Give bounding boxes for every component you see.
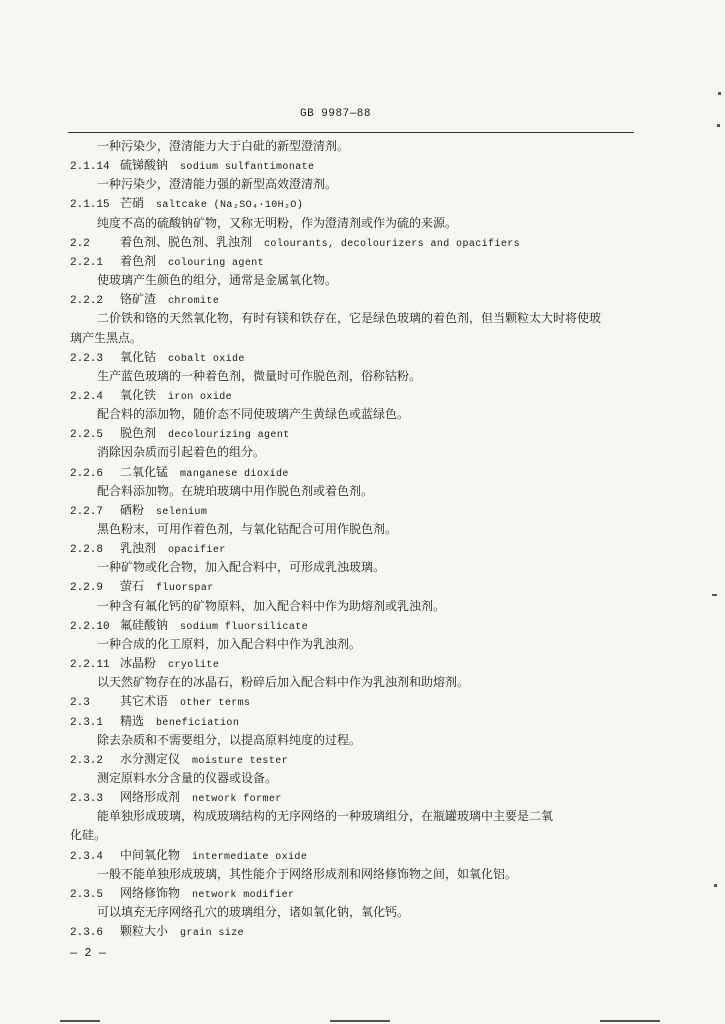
term-heading bbox=[70, 752, 288, 769]
term-definition bbox=[97, 733, 361, 747]
definition-text: 一种矿物或化合物，加入配合料中，可形成乳浊玻璃。 bbox=[97, 560, 386, 575]
standard-code-header: GB 9987—88 bbox=[300, 108, 372, 120]
term-chinese: 二氧化锰 bbox=[120, 464, 169, 479]
term-heading bbox=[70, 618, 308, 635]
definition-continuation bbox=[70, 828, 106, 842]
term-number: 2.2.7 bbox=[70, 505, 104, 518]
term-definition bbox=[97, 407, 409, 421]
term-english: sodium sulfantimonate bbox=[180, 162, 315, 174]
term-english: saltcake (Na₂SO₄·10H₂O) bbox=[156, 200, 304, 212]
term-number: 2.2.1 bbox=[70, 256, 104, 269]
term-number: 2.3.2 bbox=[70, 754, 104, 767]
definition-text: 璃产生黑点。 bbox=[70, 330, 143, 345]
term-english: colourants, decolourizers and opacifiers bbox=[264, 238, 521, 250]
term-definition bbox=[97, 216, 457, 230]
term-definition bbox=[97, 445, 265, 459]
scan-speck bbox=[600, 1020, 660, 1022]
term-english: colouring agent bbox=[168, 257, 265, 269]
scan-speck bbox=[718, 92, 721, 95]
term-number: 2.2 bbox=[70, 237, 90, 250]
term-definition bbox=[97, 177, 337, 191]
definition-text: 化硅。 bbox=[70, 828, 107, 843]
term-chinese: 脱色剂 bbox=[120, 426, 157, 441]
header-rule bbox=[68, 132, 634, 133]
definition-text: 一种污染少，澄清能力强的新型高效澄清剂。 bbox=[97, 177, 338, 192]
term-definition bbox=[97, 560, 385, 574]
term-chinese: 着色剂 bbox=[120, 253, 157, 268]
definition-text: 二价铁和铬的天然氧化物，有时有镁和铁存在，它是绿色玻璃的着色剂，但当颗粒太大时将使玻 bbox=[97, 311, 602, 326]
term-chinese: 网络修饰物 bbox=[120, 885, 181, 900]
term-english: iron oxide bbox=[168, 391, 233, 403]
term-chinese: 颗粒大小 bbox=[120, 924, 169, 939]
term-number: 2.3.5 bbox=[70, 888, 104, 901]
term-definition bbox=[97, 484, 373, 498]
term-chinese: 乳浊剂 bbox=[120, 541, 157, 556]
term-definition bbox=[97, 369, 421, 383]
term-chinese: 中间氧化物 bbox=[120, 847, 181, 862]
term-definition bbox=[97, 637, 361, 651]
term-number: 2.2.6 bbox=[70, 467, 104, 480]
definition-text: 能单独形成玻璃，构成玻璃结构的无序网络的一种玻璃组分，在瓶罐玻璃中主要是二氧 bbox=[97, 809, 554, 824]
term-number: 2.1.15 bbox=[70, 199, 110, 212]
term-heading bbox=[70, 503, 207, 520]
term-english: opacifier bbox=[168, 545, 226, 557]
term-number: 2.1.14 bbox=[70, 161, 110, 174]
term-chinese: 精选 bbox=[120, 713, 145, 728]
scan-speck bbox=[712, 594, 717, 596]
term-definition bbox=[97, 273, 337, 287]
term-chinese: 萤石 bbox=[120, 579, 145, 594]
definition-text: 使玻璃产生颜色的组分，通常是金属氧化物。 bbox=[97, 273, 338, 288]
term-chinese: 芒硝 bbox=[120, 196, 145, 211]
term-number: 2.3.3 bbox=[70, 793, 104, 806]
term-heading bbox=[70, 790, 282, 807]
term-english: chromite bbox=[168, 296, 220, 308]
scan-speck bbox=[717, 124, 720, 127]
term-english: beneficiation bbox=[156, 717, 240, 729]
term-definition bbox=[97, 771, 277, 785]
term-heading bbox=[70, 235, 520, 252]
term-number: 2.2.8 bbox=[70, 544, 104, 557]
definition-text: 黑色粉末，可用作着色剂，与氧化钴配合可用作脱色剂。 bbox=[97, 522, 398, 536]
term-english: grain size bbox=[180, 928, 245, 940]
term-heading bbox=[70, 388, 232, 405]
term-number: 2.2.2 bbox=[70, 295, 104, 308]
definition-text: 一种污染少，澄清能力大于白砒的新型澄清剂。 bbox=[97, 139, 350, 153]
term-heading bbox=[70, 350, 245, 367]
term-definition bbox=[97, 311, 601, 325]
term-definition bbox=[97, 905, 409, 919]
term-heading bbox=[70, 158, 314, 175]
definition-text: 可以填充无序网络孔穴的玻璃组分，诸如氧化钠，氧化钙。 bbox=[97, 905, 410, 919]
term-heading bbox=[70, 886, 294, 903]
term-definition bbox=[97, 809, 553, 823]
term-definition bbox=[97, 599, 445, 613]
term-heading bbox=[70, 579, 214, 596]
page-number: — 2 — bbox=[70, 946, 107, 960]
term-english: decolourizing agent bbox=[168, 430, 290, 442]
definition-text: 纯度不高的硫酸钠矿物，又称无明粉，作为澄清剂或作为硫的来源。 bbox=[97, 215, 458, 230]
term-definition bbox=[97, 139, 349, 153]
definition-text: 一种合成的化工原料，加入配合料中作为乳浊剂。 bbox=[97, 636, 362, 651]
term-number: 2.3.4 bbox=[70, 850, 104, 863]
term-heading bbox=[70, 426, 290, 443]
term-number: 2.2.9 bbox=[70, 582, 104, 595]
term-heading bbox=[70, 292, 219, 309]
term-chinese: 硫锑酸钠 bbox=[120, 158, 169, 173]
definition-text: 配合料添加物。在琥珀玻璃中用作脱色剂或着色剂。 bbox=[97, 483, 374, 498]
definition-text: 测定原料水分含量的仪器或设备。 bbox=[97, 770, 278, 785]
term-english: manganese dioxide bbox=[180, 468, 289, 480]
term-chinese: 网络形成剂 bbox=[120, 790, 181, 805]
term-chinese: 硒粉 bbox=[120, 502, 145, 517]
term-number: 2.2.3 bbox=[70, 352, 104, 365]
term-english: selenium bbox=[156, 506, 208, 518]
term-heading bbox=[70, 465, 289, 482]
term-definition bbox=[97, 867, 517, 881]
term-definition bbox=[97, 675, 469, 689]
term-english: other terms bbox=[180, 698, 251, 710]
term-heading bbox=[70, 714, 239, 731]
term-chinese: 其它术语 bbox=[120, 694, 169, 709]
definition-text: 一种含有氟化钙的矿物原料，加入配合料中作为助熔剂或乳浊剂。 bbox=[97, 598, 446, 613]
term-chinese: 氧化钴 bbox=[120, 349, 157, 364]
term-english: network former bbox=[192, 794, 282, 806]
term-heading bbox=[70, 541, 226, 558]
definition-text: 除去杂质和不需要组分，以提高原料纯度的过程。 bbox=[97, 732, 362, 747]
term-heading bbox=[70, 254, 264, 271]
term-heading bbox=[70, 694, 250, 711]
scan-speck bbox=[714, 884, 717, 887]
term-chinese: 着色剂、脱色剂、乳浊剂 bbox=[120, 234, 253, 249]
definition-text: 一般不能单独形成玻璃，其性能介于网络形成剂和网络修饰物之间，如氧化铝。 bbox=[97, 866, 518, 881]
term-number: 2.2.11 bbox=[70, 659, 110, 672]
term-english: network modifier bbox=[192, 889, 295, 901]
term-heading bbox=[70, 656, 219, 673]
term-heading bbox=[70, 924, 244, 941]
definition-text: 以天然矿物存在的冰晶石，粉碎后加入配合料中作为乳浊剂和助熔剂。 bbox=[97, 675, 470, 690]
term-chinese: 铬矿渣 bbox=[120, 292, 157, 307]
term-english: cryolite bbox=[168, 660, 220, 672]
term-number: 2.2.5 bbox=[70, 429, 104, 442]
scan-speck bbox=[330, 1020, 390, 1022]
definition-continuation bbox=[70, 331, 142, 345]
definition-text: 配合料的添加物，随价态不同使玻璃产生黄绿色或蓝绿色。 bbox=[97, 407, 410, 422]
term-english: cobalt oxide bbox=[168, 353, 245, 365]
term-english: sodium fluorsilicate bbox=[180, 621, 309, 633]
term-chinese: 氧化铁 bbox=[120, 387, 157, 402]
term-heading bbox=[70, 196, 303, 213]
term-english: intermediate oxide bbox=[192, 851, 308, 863]
term-english: fluorspar bbox=[156, 583, 214, 595]
definition-text: 消除因杂质而引起着色的组分。 bbox=[97, 445, 266, 460]
term-number: 2.3.6 bbox=[70, 927, 104, 940]
term-number: 2.2.10 bbox=[70, 620, 110, 633]
term-chinese: 冰晶粉 bbox=[120, 656, 157, 671]
term-english: moisture tester bbox=[192, 755, 289, 767]
term-number: 2.3 bbox=[70, 697, 90, 710]
term-heading bbox=[70, 848, 307, 865]
definition-text: 生产蓝色玻璃的一种着色剂，微量时可作脱色剂，俗称钴粉。 bbox=[97, 368, 422, 383]
scan-speck bbox=[60, 1020, 100, 1022]
term-number: 2.3.1 bbox=[70, 716, 104, 729]
term-chinese: 水分测定仪 bbox=[120, 751, 181, 766]
term-chinese: 氟硅酸钠 bbox=[120, 617, 169, 632]
term-definition bbox=[97, 522, 397, 536]
term-number: 2.2.4 bbox=[70, 390, 104, 403]
